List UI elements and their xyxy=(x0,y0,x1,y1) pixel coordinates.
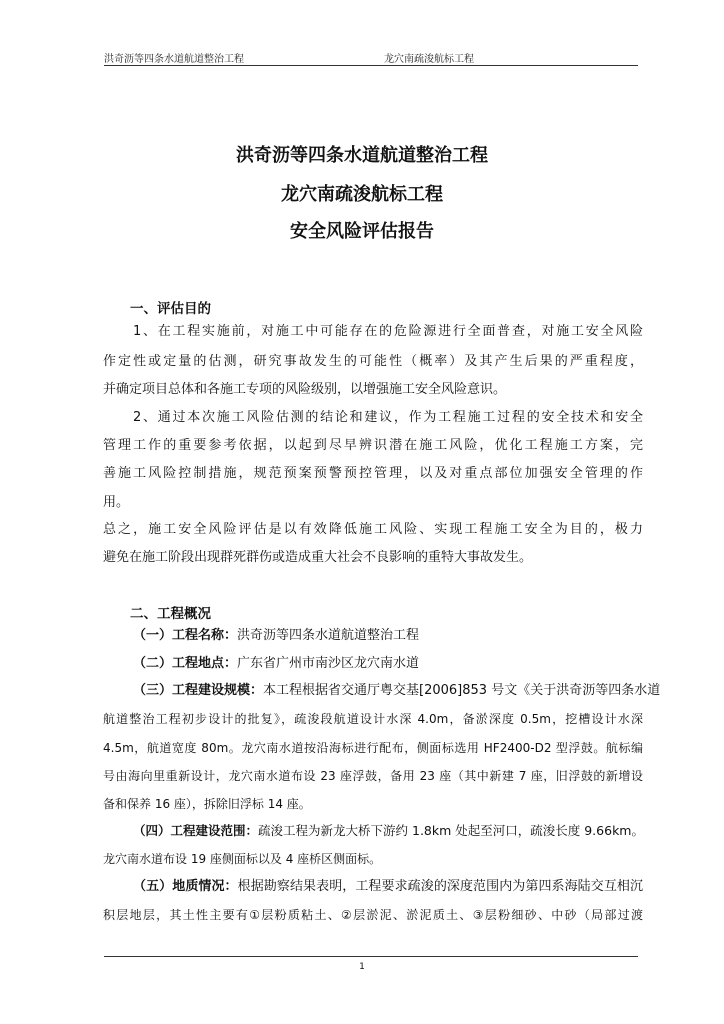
project-range-label: （四）工程建设范围： xyxy=(133,823,259,838)
project-location-label: （二）工程地点： xyxy=(133,656,238,671)
project-scale-line: 备和保养 16 座），拆除旧浮标 14 座。 xyxy=(103,797,311,811)
project-scale-line: 航道整治工程初步设计的批复》，疏浚段航道设计水深 4.0m，备淤深度 0.5m，挖槽设计水深 xyxy=(103,712,643,726)
doc-title-line-3: 安全风险评估报告 xyxy=(290,221,434,242)
project-name-item xyxy=(133,628,419,644)
project-scale-line: 号由海向里重新设计，龙穴南水道布设 23 座浮鼓，备用 23 座（其中新建 7 座，旧浮鼓的新增设 xyxy=(103,769,643,783)
project-location-value: 广东省广州市南沙区龙穴南水道 xyxy=(237,656,420,671)
header-left-text: 洪奇沥等四条水道航道整治工程 xyxy=(104,54,244,65)
geology-line: 积层地层，其土性主要有①层粉质粘土、②层淤泥、淤泥质土、③层粉细砂、中砂（局部过渡 xyxy=(103,908,643,922)
project-range-item xyxy=(133,823,643,839)
footer-rule xyxy=(104,956,638,957)
section-2-heading: 二、工程概况 xyxy=(130,606,211,622)
project-name-label: （一）工程名称： xyxy=(133,628,238,643)
doc-title-line-2: 龙穴南疏浚航标工程 xyxy=(281,184,443,205)
section-1-line: 用。 xyxy=(103,495,130,510)
project-scale-line: 4.5m，航道宽度 80m。龙穴南水道按沿海标进行配布，侧面标选用 HF2400-D2 型浮鼓。航标编 xyxy=(103,741,643,755)
project-range-line: 龙穴南水道布设 19 座侧面标以及 4 座桥区侧面标。 xyxy=(103,852,382,866)
geology-item xyxy=(133,879,643,895)
project-scale-label: （三）工程建设规模： xyxy=(133,683,264,698)
section-1-line: 管理工作的重要参考依据，以起到尽早辨识潜在施工风险，优化工程施工方案，完 xyxy=(103,438,643,453)
section-1-line: 善施工风险控制措施，规范预案预警预控管理，以及对重点部位加强安全管理的作 xyxy=(103,466,643,481)
section-1-line: 避免在施工阶段出现群死群伤或造成重大社会不良影响的重特大事故发生。 xyxy=(103,550,533,565)
geology-text: 根据勘察结果表明，工程要求疏浚的深度范围内为第四系海陆交互相沉 xyxy=(237,879,643,894)
page-header xyxy=(104,49,638,66)
doc-title-line-1: 洪奇沥等四条水道航道整治工程 xyxy=(236,145,488,166)
project-scale-text: 本工程根据省交通厅粤交基[2006]853 号文《关于洪奇沥等四条水道 xyxy=(263,683,661,698)
section-1-line: 总之，施工安全风险评估是以有效降低施工风险、实现工程施工安全为目的，极力 xyxy=(103,522,643,537)
section-1-line: 作定性或定量的估测，研究事故发生的可能性（概率）及其产生后果的严重程度， xyxy=(103,354,643,369)
header-right-text: 龙穴南疏浚航标工程 xyxy=(384,54,474,65)
project-location-item xyxy=(133,656,419,672)
geology-label: （五）地质情况： xyxy=(133,879,238,894)
project-scale-item xyxy=(133,683,661,699)
page-number: 1 xyxy=(359,962,365,972)
project-range-text: 疏浚工程为新龙大桥下游约 1.8km 处起至河口，疏浚长度 9.66km。 xyxy=(258,823,644,838)
section-1-heading: 一、评估目的 xyxy=(130,301,211,317)
section-1-line: 1、在工程实施前，对施工中可能存在的危险源进行全面普查，对施工安全风险 xyxy=(133,324,643,339)
section-1-line: 2、通过本次施工风险估测的结论和建议，作为工程施工过程的安全技术和安全 xyxy=(133,410,643,425)
project-name-value: 洪奇沥等四条水道航道整治工程 xyxy=(237,628,420,643)
section-1-line: 并确定项目总体和各施工专项的风险级别，以增强施工安全风险意识。 xyxy=(103,382,507,397)
